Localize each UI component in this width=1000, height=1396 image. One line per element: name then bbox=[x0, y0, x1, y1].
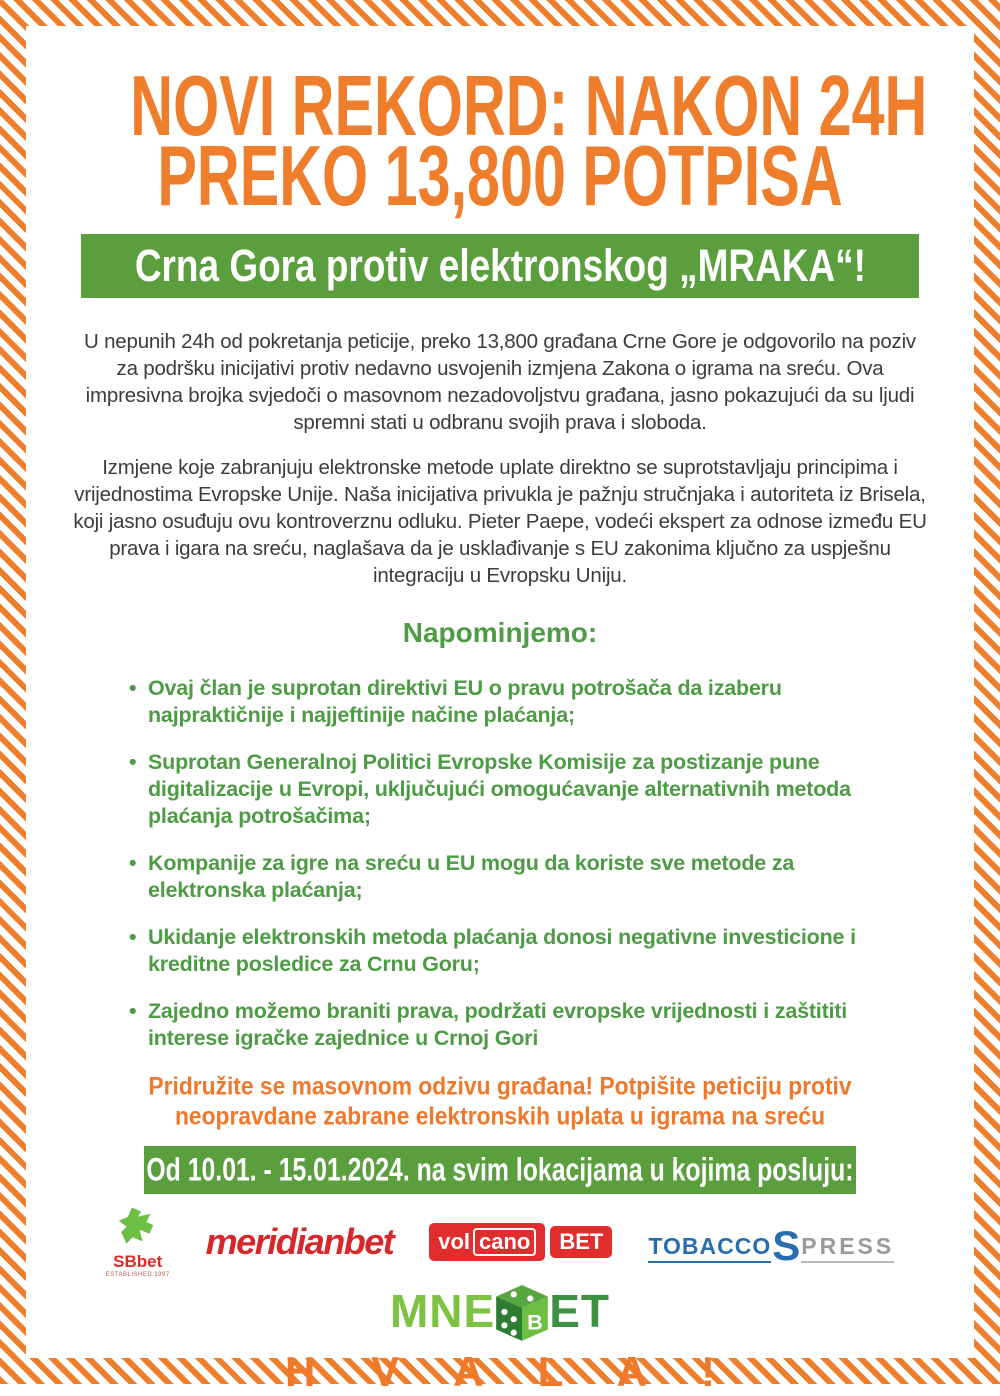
partner-logos-row bbox=[26, 1204, 974, 1280]
title-line-1: NOVI REKORD: NAKON 24H bbox=[130, 58, 928, 155]
bullet-icon: • bbox=[129, 750, 137, 774]
green-banner-headline bbox=[81, 234, 919, 298]
volcano-logo-vol: vol bbox=[438, 1229, 471, 1254]
mnebet-logo bbox=[26, 1280, 974, 1342]
paragraph-1: U nepunih 24h od pokretanja peticije, preko 13,800 građana Crne Gore je odgovorilo na poziv za podršku inicijativi protiv nedavno usvojenih izmjena Zakona o igrama na sreću. Ova impresivna brojka svjedoči o masovnom nezadovoljstvu građana, jasno pokazujući da su ljudi spremni stati u odbranu svojih prava i sloboda. bbox=[84, 330, 916, 434]
volcanobet-logo bbox=[429, 1223, 612, 1261]
tobacco-spress-logo bbox=[648, 1221, 895, 1269]
bullet-text: Suprotan Generalnoj Politici Evropske Komisije za postizanje pune digitalizacije u Evropi, uključujući omogućavanje alternativnih metoda plaćanja potrošačima; bbox=[148, 750, 851, 828]
volcano-logo-main bbox=[429, 1223, 545, 1261]
meridianbet-logo: meridianbet bbox=[205, 1221, 394, 1262]
bullet-text: Kompanije za igre na sreću u EU mogu da koriste sve metode za elektronska plaćanja; bbox=[148, 851, 795, 902]
bullet-text: Zajedno možemo braniti prava, podržati evropske vrijednosti i zaštititi interese igračke zajednice u Crnoj Gori bbox=[148, 999, 848, 1050]
sbbet-logo-text: SBbet bbox=[113, 1252, 163, 1271]
bullet-text: Ovaj član je suprotan direktivi EU o pravu potrošača da izaberu najpraktičnije i najjeftinije načine plaćanja; bbox=[148, 676, 782, 727]
tobacco-logo-s: S bbox=[772, 1222, 801, 1269]
volcano-logo-cano: cano bbox=[473, 1228, 536, 1256]
list-item bbox=[129, 850, 871, 904]
mnebet-logo-et: ET bbox=[549, 1285, 610, 1337]
page-title bbox=[26, 58, 974, 225]
cta-line-2: neopravdane zabrane elektronskih uplata u igrama na sreću bbox=[174, 1102, 826, 1131]
mnebet-dice-letter: B bbox=[527, 1309, 543, 1335]
sbbet-map-icon bbox=[115, 1206, 161, 1252]
bullet-icon: • bbox=[129, 999, 137, 1023]
sbbet-logo bbox=[106, 1206, 170, 1278]
tobacco-logo-press: PRESS bbox=[801, 1235, 894, 1263]
call-to-action bbox=[26, 1072, 974, 1132]
list-item bbox=[129, 924, 871, 978]
green-banner-dates-text: Od 10.01. - 15.01.2024. na svim lokacijama u kojima posluju: bbox=[146, 1150, 854, 1189]
title-line-2: PREKO 13,800 POTPISA bbox=[157, 128, 843, 225]
poster-content-panel bbox=[26, 26, 974, 1395]
volcano-logo-bet: BET bbox=[550, 1226, 612, 1258]
tobacco-logo-word: TOBACCO bbox=[648, 1235, 771, 1263]
bullet-text: Ukidanje elektronskih metoda plaćanja donosi negativne investicione i kreditne posledice za Crnu Goru; bbox=[148, 925, 856, 976]
list-item bbox=[129, 749, 871, 830]
list-item bbox=[129, 998, 871, 1052]
list-item bbox=[129, 675, 871, 729]
thanks-text: H V A L A ! bbox=[285, 1348, 737, 1395]
sbbet-logo-subtext: ESTABLISHED 1997 bbox=[105, 1272, 170, 1278]
cta-line-1: Pridružite se masovnom odzivu građana! Potpišite peticiju protiv bbox=[148, 1072, 852, 1101]
bullet-icon: • bbox=[129, 925, 137, 949]
paragraph-2: Izmjene koje zabranjuju elektronske metode uplate direktno se suprotstavljaju principima i vrijednostima Evropske Unije. Naša inicijativa privukla je pažnju stručnjaka i autoriteta iz Brisela, koji jasno osuđuju ovu kontroverznu odluku. Pieter Paepe, vodeći ekspert za odnose između EU prava i igara na sreću, naglašava da je usklađivanje s EU zakonima ključno za uspješnu integraciju u Evropsku Uniju. bbox=[73, 456, 927, 587]
bullet-icon: • bbox=[129, 676, 137, 700]
mnebet-logo-mne: MNE bbox=[389, 1285, 496, 1337]
bullet-icon: • bbox=[129, 851, 137, 875]
green-banner-dates bbox=[144, 1146, 856, 1194]
mnebet-dice-icon bbox=[491, 1282, 553, 1344]
green-banner-headline-text: Crna Gora protiv elektronskog „MRAKA“! bbox=[134, 240, 866, 291]
bullet-list bbox=[129, 675, 871, 1052]
note-heading: Napominjemo: bbox=[402, 617, 598, 648]
